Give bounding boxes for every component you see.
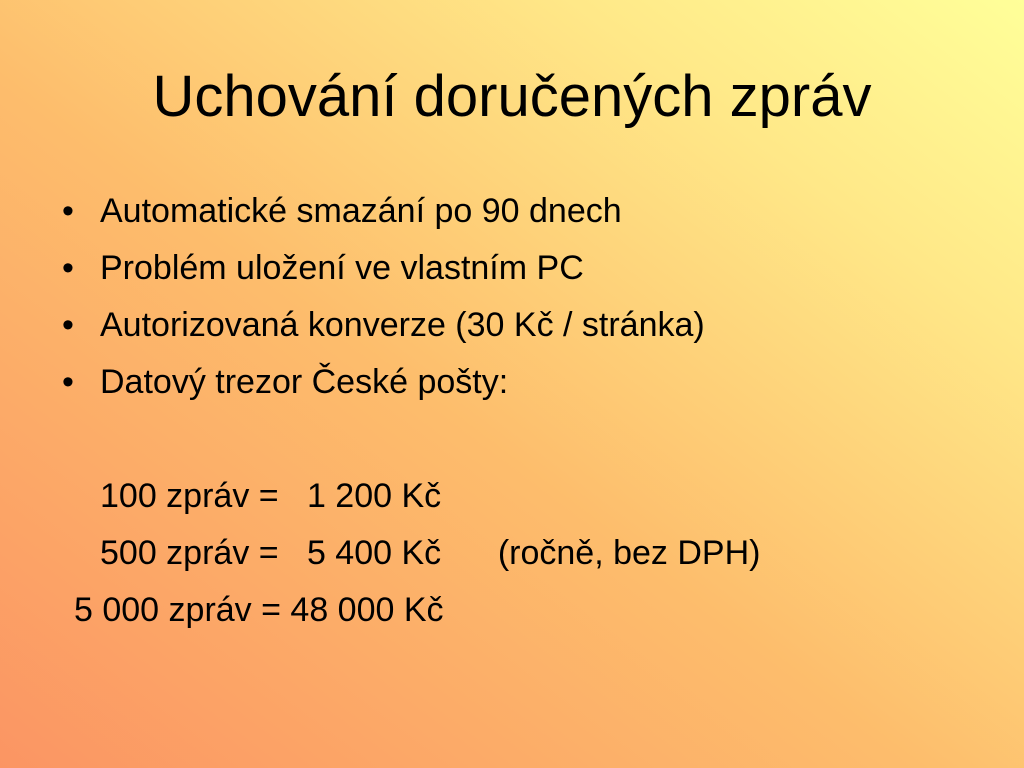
bullet-dot-icon: • xyxy=(62,363,74,401)
bullet-text: Autorizovaná konverze (30 Kč / stránka) xyxy=(100,306,705,344)
pricing-line: 100 zpráv = 1 200 Kč xyxy=(100,477,442,515)
bullet-item xyxy=(62,301,705,358)
bullet-dot-icon: • xyxy=(62,192,74,230)
slide-title: Uchování doručených zpráv xyxy=(152,64,872,129)
bullet-text: Problém uložení ve vlastním PC xyxy=(100,249,584,287)
bullet-text: Datový trezor České pošty: xyxy=(100,363,509,401)
bullet-item xyxy=(62,358,705,415)
bullet-dot-icon: • xyxy=(62,306,74,344)
pricing-line: 500 zpráv = 5 400 Kč (ročně, bez DPH) xyxy=(100,534,761,572)
bullet-item xyxy=(62,244,705,301)
pricing-line: 5 000 zpráv = 48 000 Kč xyxy=(74,591,444,629)
bullet-list xyxy=(62,187,705,415)
bullet-dot-icon: • xyxy=(62,249,74,287)
bullet-text: Automatické smazání po 90 dnech xyxy=(100,192,622,230)
bullet-item xyxy=(62,187,705,244)
